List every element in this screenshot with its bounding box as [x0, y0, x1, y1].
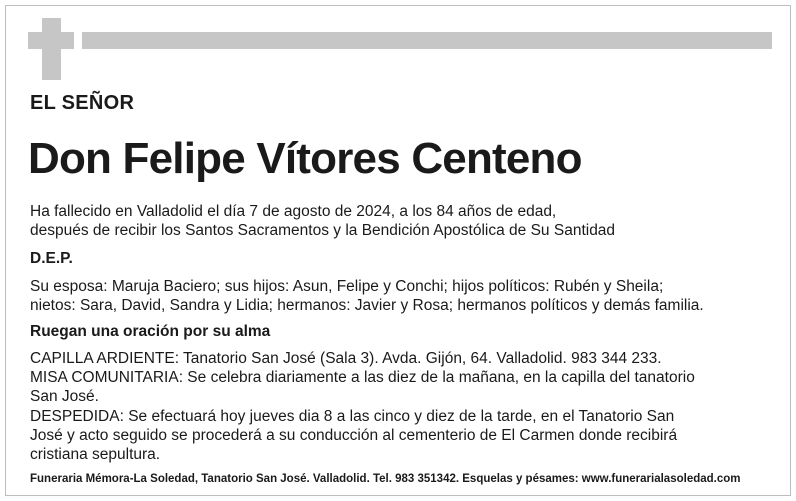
footer-funeral-home: Funeraria Mémora-La Soledad, Tanatorio San José. Valladolid. Tel. 983 351342. Esquelas y pésames: www.funerarialasoledad.com	[30, 473, 741, 485]
prayer-request: Ruegan una oración por su alma	[30, 323, 271, 340]
dep-label: D.E.P.	[30, 250, 73, 267]
misa-line-2: San José.	[30, 388, 99, 405]
announcement-line-1: Ha fallecido en Valladolid el día 7 de agosto de 2024, a los 84 años de edad,	[30, 203, 557, 220]
announcement-line-2: después de recibir los Santos Sacramentos y la Bendición Apostólica de Su Santidad	[30, 222, 616, 239]
family-line-1: Su esposa: Maruja Baciero; sus hijos: Asun, Felipe y Conchi; hijos políticos: Rubén y Sheila;	[30, 278, 664, 295]
cross-icon-horizontal	[28, 32, 74, 49]
misa-line-1: MISA COMUNITARIA: Se celebra diariamente a las diez de la mañana, en la capilla del tanatorio	[30, 369, 695, 386]
cross-icon-vertical	[42, 18, 61, 80]
despedida-line-1: DESPEDIDA: Se efectuará hoy jueves dia 8 a las cinco y diez de la tarde, en el Tanatorio San	[30, 408, 675, 425]
header-bar	[82, 32, 772, 49]
family-line-2: nietos: Sara, David, Sandra y Lidia; hermanos: Javier y Rosa; hermanos políticos y demás familia.	[30, 297, 704, 314]
deceased-name: Don Felipe Vítores Centeno	[28, 134, 582, 183]
honorific: EL SEÑOR	[30, 92, 135, 114]
capilla-ardiente: CAPILLA ARDIENTE: Tanatorio San José (Sala 3). Avda. Gijón, 64. Valladolid. 983 344 233.	[30, 350, 662, 367]
despedida-line-3: cristiana sepultura.	[30, 446, 161, 463]
despedida-line-2: José y acto seguido se procederá a su conducción al cementerio de El Carmen donde recibirá	[30, 427, 678, 444]
